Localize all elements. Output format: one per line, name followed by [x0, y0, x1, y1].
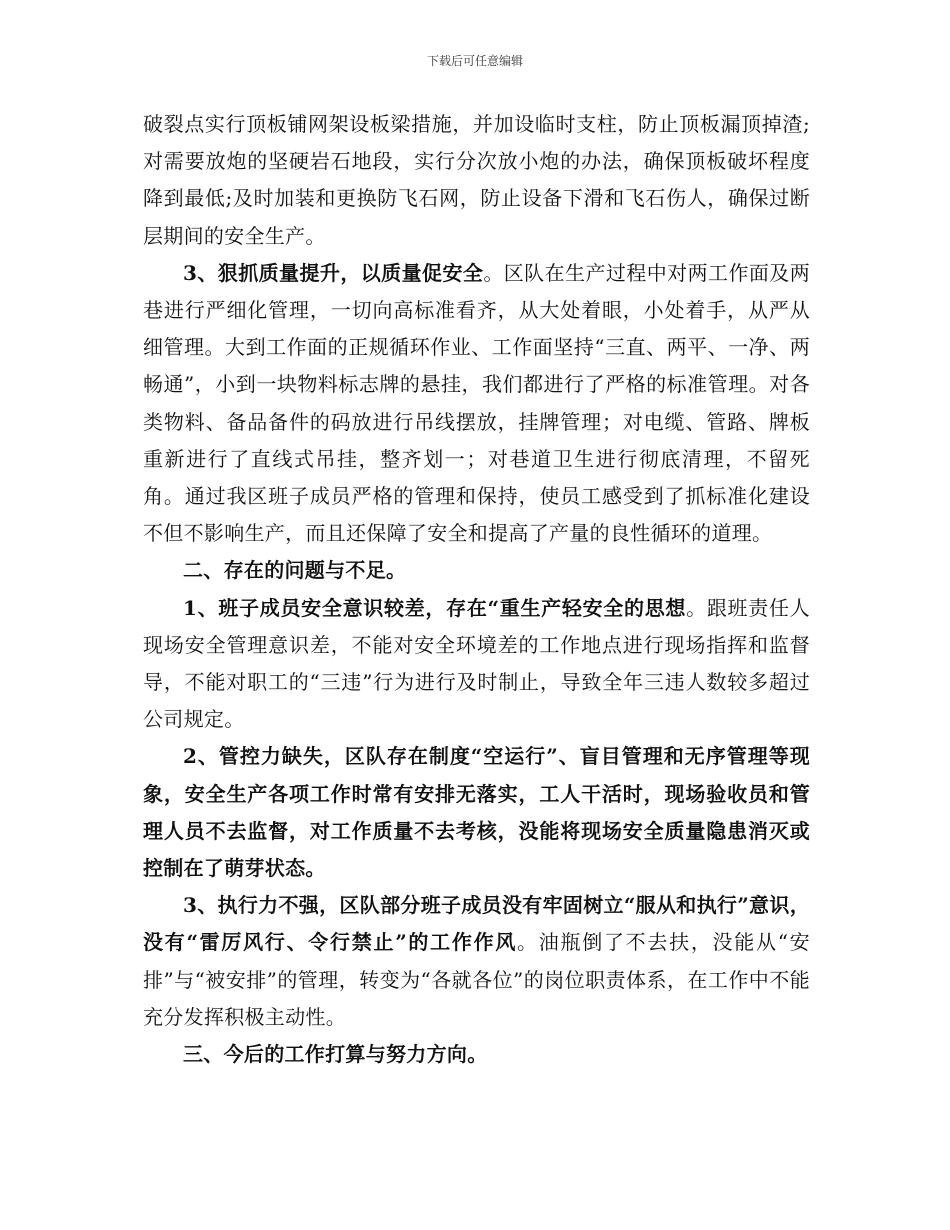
section-heading-plans: 三、今后的工作打算与努力方向。	[183, 1042, 488, 1067]
document-body	[143, 106, 810, 1073]
paragraph-body: 。跟班责任人现场安全管理意识差，不能对安全环境差的工作地点进行现场指挥和监督导，不能对职工的“三违”行为进行及时制止，导致全年三违人数较多超过公司规定。	[143, 595, 810, 732]
section-heading-problems: 二、存在的问题与不足。	[183, 558, 407, 583]
paragraph-lead: 1、班子成员安全意识较差，存在“重生产轻安全的思想	[183, 595, 687, 620]
paragraph-body: 。区队在生产过程中对两工作面及两巷进行严细化管理，一切向高标准看齐，从大处着眼，小处着手，从严从细管理。大到工作面的正规循环作业、工作面坚持“三直、两平、一净、两畅通”，小到一块物料标志牌的悬挂，我们都进行了严格的标准管理。对各类物料、备品备件的码放进行吊线摆放，挂牌管理；对电缆、管路、牌板重新进行了直线式吊挂，整齐划一；对巷道卫生进行彻底清理，不留死角。通过我区班子成员严格的管理和保持，使员工感受到了抓标准化建设不但不影响生产，而且还保障了安全和提高了产量的良性循环的道理。	[143, 260, 810, 546]
paragraph-lead: 3、执行力不强，区队部分班子成员没有牢固树立“服从和执行”意识，没有“雷厉风行、令行禁止”的工作作风	[143, 893, 810, 955]
paragraph-quality	[143, 255, 810, 553]
paragraph-lead: 3、狠抓质量提升，以质量促安全	[183, 260, 484, 285]
paragraph-continuation: 破裂点实行顶板铺网架设板梁措施，并加设临时支柱，防止顶板漏顶掉渣;对需要放炮的坚硬岩石地段，实行分次放小炮的办法，确保顶板破坏程度降到最低;及时加装和更换防飞石网，防止设备下滑和飞石伤人，确保过断层期间的安全生产。	[143, 112, 810, 248]
page-header: 下载后可任意编辑	[426, 54, 523, 68]
paragraph-body: 。油瓶倒了不去扶，没能从“安排”与“被安排”的管理，转变为“各就各位”的岗位职责体系，在工作中不能充分发挥积极主动性。	[143, 930, 810, 1029]
paragraph-control: 2、管控力缺失，区队存在制度“空运行”、盲目管理和无序管理等现象，安全生产各项工作时常有安排无落实，工人干活时，现场验收员和管理人员不去监督，对工作质量不去考核，没能将现场安全质量隐患消灭或控制在了萌芽状态。	[143, 744, 810, 881]
paragraph-execution	[143, 887, 810, 1036]
paragraph-safety-awareness	[143, 590, 810, 739]
